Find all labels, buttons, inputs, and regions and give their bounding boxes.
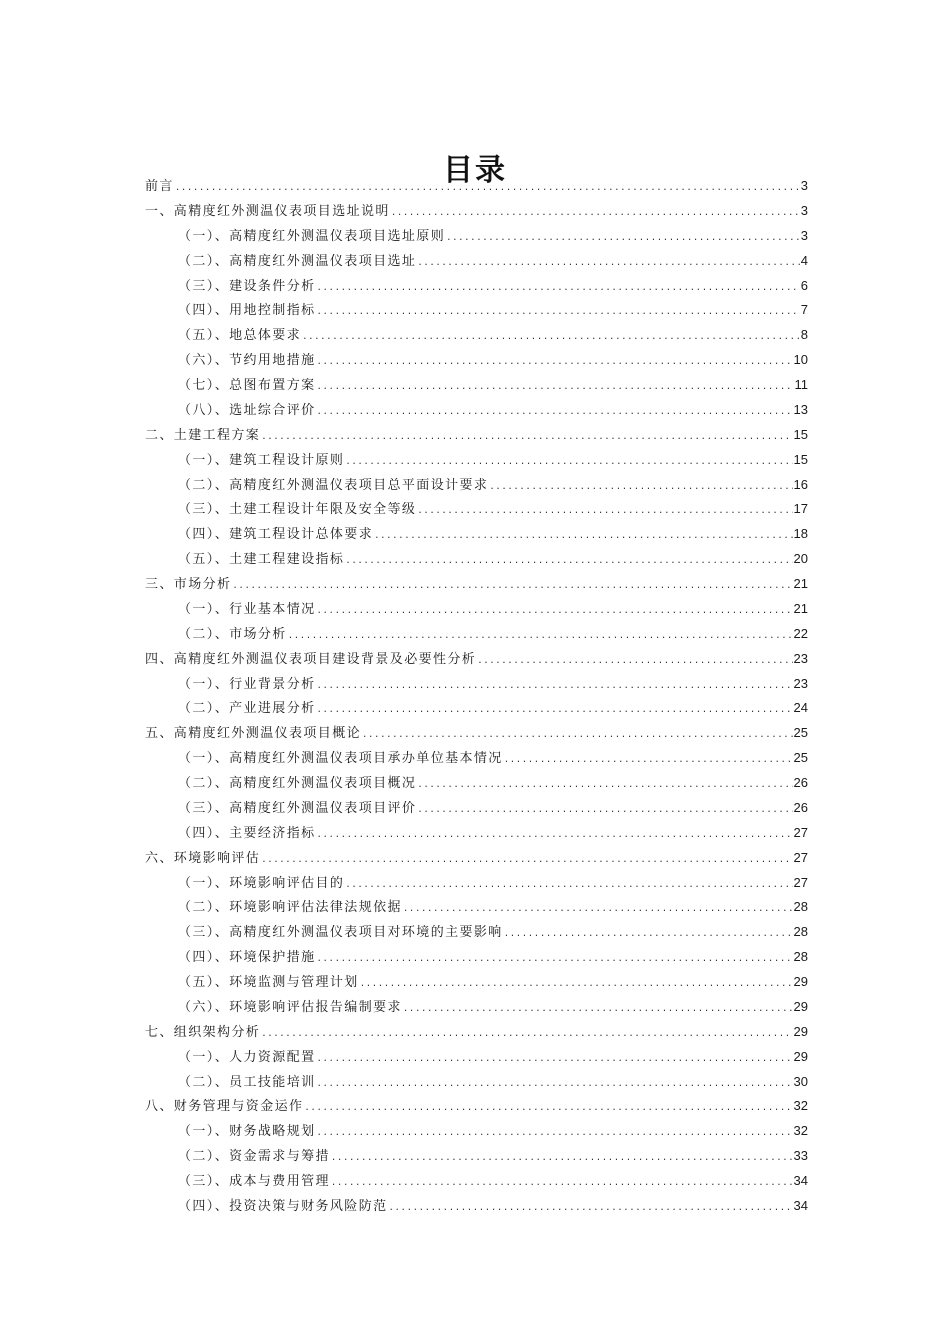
- toc-page-number: 29: [793, 1048, 808, 1064]
- toc-section-entry[interactable]: [145, 373, 808, 398]
- toc-section-entry[interactable]: [145, 473, 808, 498]
- toc-dot-leader: [489, 475, 792, 500]
- toc-page-number: 3: [800, 178, 808, 193]
- page-title: 目录: [443, 153, 507, 189]
- toc-page-number: 33: [793, 1148, 808, 1164]
- toc-page-number: 28: [793, 924, 808, 940]
- toc-entry-title: （三）、土建工程设计年限及安全等级: [178, 502, 417, 518]
- toc-dot-leader: [317, 400, 793, 425]
- toc-dot-leader: [403, 897, 793, 922]
- toc-page-number: 20: [793, 551, 808, 567]
- toc-section-entry[interactable]: [145, 298, 808, 323]
- toc-entry-title: 七、组织架构分析: [145, 1024, 261, 1040]
- toc-page-number: 15: [793, 426, 808, 442]
- toc-dot-leader: [317, 300, 800, 325]
- toc-page-number: 27: [793, 849, 808, 865]
- toc-dot-leader: [504, 922, 793, 947]
- toc-chapter-entry[interactable]: [145, 1094, 808, 1119]
- toc-entry-title: （六）、环境影响评估报告编制要求: [178, 999, 402, 1015]
- toc-page-number: 4: [800, 252, 808, 268]
- toc-section-entry[interactable]: [145, 249, 808, 274]
- toc-dot-leader: [261, 425, 792, 450]
- toc-dot-leader: [288, 624, 793, 649]
- toc-entry-title: 四、高精度红外测温仪表项目建设背景及必要性分析: [145, 651, 477, 667]
- toc-section-entry[interactable]: [145, 1119, 808, 1144]
- toc-page-number: 27: [793, 824, 808, 840]
- toc-entry-title: （五）、地总体要求: [178, 328, 302, 344]
- toc-dot-leader: [331, 1171, 793, 1196]
- toc-page-number: 28: [793, 949, 808, 965]
- toc-dot-leader: [317, 276, 800, 301]
- toc-page-number: 3: [800, 202, 808, 218]
- toc-dot-leader: [317, 947, 793, 972]
- toc-entry-title: （一）、高精度红外测温仪表项目承办单位基本情况: [178, 751, 503, 767]
- toc-section-entry[interactable]: [145, 895, 808, 920]
- toc-dot-leader: [362, 723, 793, 748]
- toc-dot-leader: [477, 649, 792, 674]
- toc-section-entry[interactable]: [145, 970, 808, 995]
- toc-page-number: 7: [800, 302, 808, 318]
- toc-section-entry[interactable]: [145, 696, 808, 721]
- toc-entry-title: （三）、高精度红外测温仪表项目对环境的主要影响: [178, 925, 503, 941]
- toc-page-number: 34: [793, 1173, 808, 1188]
- toc-entry-title: （一）、环境影响评估目的: [178, 875, 345, 891]
- toc-entry-title: （二）、高精度红外测温仪表项目总平面设计要求: [178, 477, 489, 493]
- toc-page-number: 8: [800, 327, 808, 343]
- toc-entry-title: （七）、总图布置方案: [178, 378, 316, 393]
- toc-page-number: 29: [793, 998, 808, 1014]
- toc-section-entry[interactable]: [145, 995, 808, 1020]
- toc-entry-title: （四）、建筑工程设计总体要求: [178, 527, 374, 543]
- toc-page-number: 29: [793, 974, 808, 989]
- toc-dot-leader: [504, 748, 793, 773]
- toc-section-entry[interactable]: [145, 522, 808, 547]
- toc-entry-title: （二）、环境影响评估法律法规依据: [178, 900, 402, 916]
- toc-section-entry[interactable]: [145, 796, 808, 821]
- toc-entry-title: （三）、成本与费用管理: [178, 1174, 330, 1189]
- toc-dot-leader: [317, 698, 793, 723]
- toc-entry-title: （三）、建设条件分析: [178, 278, 316, 294]
- toc-dot-leader: [360, 972, 793, 997]
- toc-entry-title: （三）、高精度红外测温仪表项目评价: [178, 800, 417, 816]
- toc-section-entry[interactable]: [145, 672, 808, 697]
- toc-entry-title: （二）、产业进展分析: [178, 701, 316, 717]
- toc-section-entry[interactable]: [145, 622, 808, 647]
- toc-page-number: 27: [793, 874, 808, 890]
- toc-entry-title: （二）、员工技能培训: [178, 1074, 316, 1090]
- toc-dot-leader: [403, 997, 793, 1022]
- toc-page-number: 32: [793, 1123, 808, 1139]
- toc-dot-leader: [261, 1022, 792, 1047]
- toc-dot-leader: [261, 848, 792, 873]
- toc-section-entry[interactable]: [145, 448, 808, 473]
- toc-page-number: 29: [793, 1023, 808, 1039]
- toc-page-number: 24: [793, 700, 808, 716]
- toc-section-entry[interactable]: [145, 920, 808, 945]
- toc-chapter-entry[interactable]: [145, 721, 808, 746]
- toc-dot-leader: [317, 823, 793, 848]
- toc-dot-leader: [417, 499, 792, 524]
- toc-page-number: 13: [793, 401, 808, 417]
- toc-page-number: 22: [793, 625, 808, 641]
- toc-entry-title: （一）、行业基本情况: [178, 601, 316, 617]
- toc-dot-leader: [175, 176, 800, 201]
- toc-section-entry[interactable]: [145, 821, 808, 846]
- toc-section-entry[interactable]: [145, 398, 808, 423]
- toc-section-entry[interactable]: [145, 597, 808, 622]
- toc-dot-leader: [317, 1047, 793, 1072]
- toc-section-entry[interactable]: [145, 945, 808, 970]
- toc-entry-title: （二）、高精度红外测温仪表项目选址: [178, 253, 417, 269]
- toc-entry-title: 六、环境影响评估: [145, 850, 261, 866]
- toc-entry-title: （八）、选址综合评价: [178, 402, 316, 418]
- table-of-contents: [145, 174, 808, 1219]
- toc-dot-leader: [417, 798, 792, 823]
- toc-page-number: 6: [800, 277, 808, 293]
- toc-section-entry[interactable]: [145, 274, 808, 299]
- toc-chapter-entry[interactable]: [145, 174, 808, 199]
- toc-entry-title: 一、高精度红外测温仪表项目选址说明: [145, 203, 390, 219]
- toc-page-number: 23: [793, 650, 808, 666]
- toc-dot-leader: [302, 325, 800, 350]
- toc-page-number: 3: [800, 227, 808, 243]
- toc-dot-leader: [304, 1096, 792, 1121]
- toc-page-number: 21: [793, 600, 808, 616]
- toc-dot-leader: [232, 574, 792, 599]
- toc-page-number: 28: [793, 899, 808, 915]
- toc-chapter-entry[interactable]: [145, 199, 808, 224]
- toc-dot-leader: [317, 599, 793, 624]
- toc-dot-leader: [345, 873, 792, 898]
- toc-section-entry[interactable]: [145, 1070, 808, 1095]
- toc-entry-title: （一）、行业背景分析: [178, 676, 316, 692]
- toc-chapter-entry[interactable]: [145, 647, 808, 672]
- toc-entry-title: （六）、节约用地措施: [178, 353, 316, 369]
- toc-dot-leader: [317, 350, 793, 375]
- toc-chapter-entry[interactable]: [145, 846, 808, 871]
- toc-page-number: 10: [793, 352, 808, 368]
- toc-dot-leader: [345, 450, 792, 475]
- toc-page-number: 21: [793, 576, 808, 591]
- toc-dot-leader: [317, 1121, 793, 1146]
- toc-page-number: 26: [793, 799, 808, 815]
- toc-section-entry[interactable]: [145, 224, 808, 249]
- toc-dot-leader: [317, 375, 794, 400]
- toc-chapter-entry[interactable]: [145, 1020, 808, 1045]
- toc-dot-leader: [331, 1146, 793, 1171]
- toc-entry-title: （五）、土建工程建设指标: [178, 552, 345, 568]
- toc-page-number: 25: [793, 750, 808, 766]
- toc-entry-title: （二）、高精度红外测温仪表项目概况: [178, 776, 417, 791]
- toc-page-number: 18: [793, 526, 808, 542]
- toc-entry-title: （一）、人力资源配置: [178, 1049, 316, 1065]
- toc-page-number: 30: [793, 1073, 808, 1089]
- toc-section-entry[interactable]: [145, 547, 808, 572]
- toc-page-number: 25: [793, 725, 808, 741]
- toc-dot-leader: [417, 251, 799, 276]
- toc-section-entry[interactable]: [145, 1144, 808, 1169]
- toc-dot-leader: [389, 1196, 793, 1221]
- toc-entry-title: （一）、高精度红外测温仪表项目选址原则: [178, 228, 446, 244]
- toc-dot-leader: [317, 674, 793, 699]
- toc-section-entry[interactable]: [145, 497, 808, 522]
- toc-page-number: 15: [793, 451, 808, 467]
- toc-section-entry[interactable]: [145, 348, 808, 373]
- toc-section-entry[interactable]: [145, 746, 808, 771]
- toc-entry-title: 三、市场分析: [145, 577, 232, 592]
- toc-chapter-entry[interactable]: [145, 423, 808, 448]
- toc-page-number: 32: [793, 1098, 808, 1114]
- toc-dot-leader: [374, 524, 792, 549]
- toc-dot-leader: [417, 773, 792, 798]
- toc-page-number: 17: [793, 501, 808, 517]
- toc-section-entry[interactable]: [145, 771, 808, 796]
- toc-section-entry[interactable]: [145, 1169, 808, 1194]
- toc-page-number: 26: [793, 775, 808, 790]
- toc-page-number: 23: [793, 675, 808, 691]
- toc-dot-leader: [345, 549, 792, 574]
- toc-entry-title: （一）、财务战略规划: [178, 1124, 316, 1140]
- toc-entry-title: 八、财务管理与资金运作: [145, 1099, 304, 1115]
- toc-entry-title: （一）、建筑工程设计原则: [178, 452, 345, 468]
- toc-section-entry[interactable]: [145, 1194, 808, 1219]
- toc-entry-title: （四）、环境保护措施: [178, 950, 316, 966]
- toc-entry-title: 前言: [145, 179, 174, 194]
- toc-entry-title: 五、高精度红外测温仪表项目概论: [145, 726, 362, 742]
- toc-entry-title: 二、土建工程方案: [145, 427, 261, 443]
- toc-chapter-entry[interactable]: [145, 572, 808, 597]
- toc-section-entry[interactable]: [145, 323, 808, 348]
- toc-entry-title: （四）、用地控制指标: [178, 303, 316, 319]
- toc-page-number: 11: [794, 377, 808, 392]
- toc-entry-title: （四）、投资决策与财务风险防范: [178, 1198, 388, 1214]
- toc-page-number: 34: [793, 1197, 808, 1213]
- toc-dot-leader: [391, 201, 800, 226]
- toc-page-number: 16: [793, 476, 808, 492]
- toc-entry-title: （四）、主要经济指标: [178, 825, 316, 841]
- toc-dot-leader: [446, 226, 800, 251]
- toc-dot-leader: [317, 1072, 793, 1097]
- toc-entry-title: （二）、资金需求与筹措: [178, 1149, 330, 1165]
- toc-entry-title: （二）、市场分析: [178, 626, 287, 642]
- toc-entry-title: （五）、环境监测与管理计划: [178, 975, 359, 990]
- toc-section-entry[interactable]: [145, 1045, 808, 1070]
- toc-section-entry[interactable]: [145, 871, 808, 896]
